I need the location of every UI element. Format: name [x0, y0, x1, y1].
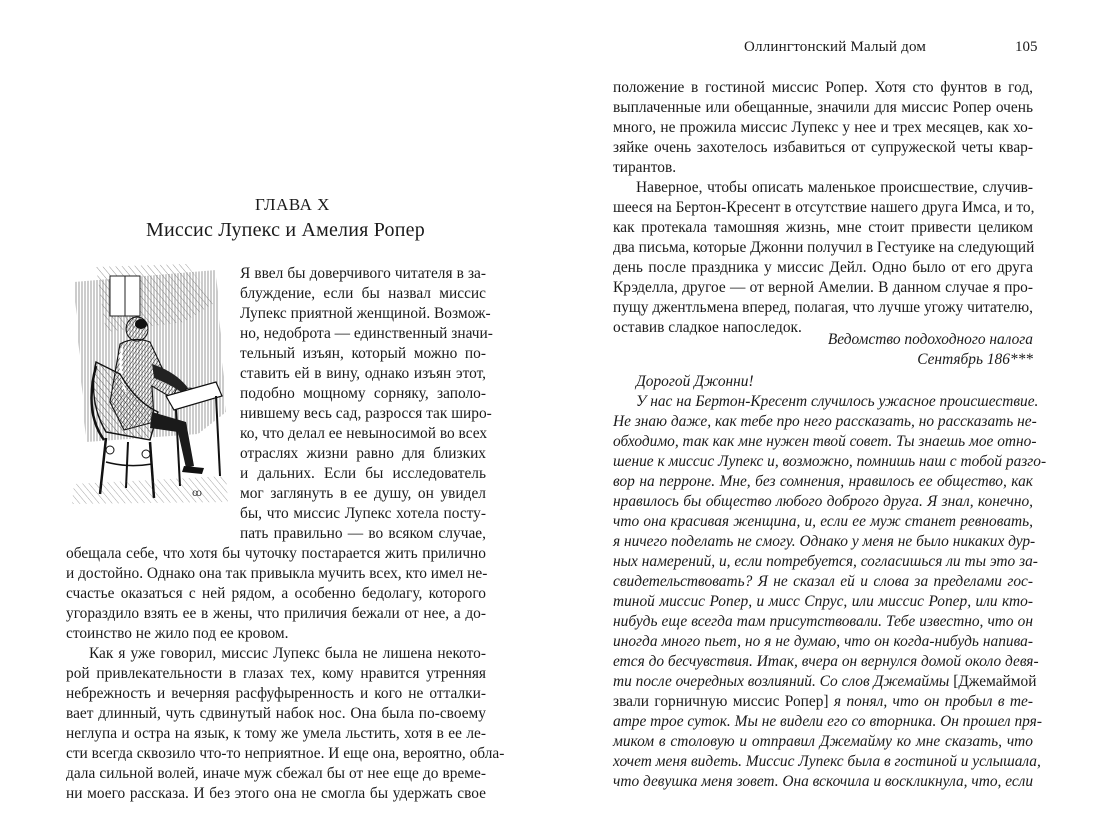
letter-line: вор на перроне. Мне, без сомнения, нравилось ее общество, как: [613, 473, 1033, 490]
left-text-line: бы, что миссис Лупекс хотела посту-: [240, 505, 486, 522]
left-text-line: сти всегда сквозило что-то неприятное. И еще она, вероятно, обла-: [66, 745, 505, 762]
left-text-line: рой привлекательности в глазах тех, кому нравится утренняя: [66, 665, 486, 682]
letter-line: У нас на Бертон-Кресент случилось ужасное происшествие.: [636, 393, 1039, 410]
letter-line: обходимо, так как мне нужен твой совет. Ты знаешь мое отно-: [613, 433, 1037, 450]
right-text-line: день после праздника у миссис Дейл. Одно было от его друга: [613, 259, 1033, 276]
right-text-line: тирантов.: [613, 159, 677, 176]
left-text-line: неглупа и остра на язык, к тому же умела льстить, хотя в ее ле-: [66, 725, 486, 742]
left-text-line: счастье оказаться с ней рядом, а особенно бедолагу, которого: [66, 585, 486, 602]
left-text-line: небрежность и вечерняя расфуфыренность и кого не отталки-: [66, 685, 486, 702]
letter-line: атре трое суток. Мы не видели его со вторника. Он прошел пря-: [613, 713, 1042, 730]
left-text-line: подобно мощному сорняку, заполо-: [240, 385, 486, 402]
letter-line: ных намерений, и, если потребуется, согласишься ли ты это за-: [613, 553, 1038, 570]
right-text-line: два письма, которые Джонни получил в Гестуике на следующий: [613, 239, 1035, 256]
letter-roman-insert: [Джемаймой: [953, 673, 1037, 690]
running-title: Оллингтонский Малый дом: [744, 39, 927, 55]
letter-line: что девушка меня зовет. Она вскочила и воскликнула, что, если: [613, 773, 1034, 790]
letter-line: нибудь еще всегда там присутствовали. Тебе известно, что он: [613, 613, 1033, 630]
page-number: 105: [1015, 39, 1038, 55]
left-text-line: ни моего рассказа. И без этого она не смогла бы удержать свое: [66, 785, 486, 802]
letter-line: нравилось бы общество любого доброго друга. Я знал, конечно,: [613, 493, 1033, 510]
right-text-line: оставив сладкое напоследок.: [613, 319, 802, 336]
left-text-line: и достойно. Однако она так привыкла мучить всех, кто имел не-: [66, 565, 488, 582]
left-text-line: дала сильной волей, иначе муж сбежал бы от нее еще до време-: [66, 765, 486, 782]
letter-line: хочет меня видеть. Миссис Лупекс была в гостиной и услышала,: [613, 753, 1041, 770]
left-text-line: обещала себе, что хотя бы чуточку постарается жить прилично: [66, 545, 486, 562]
chapter-title: Миссис Лупекс и Амелия Ропер: [146, 219, 425, 241]
left-text-line: Я ввел бы доверчивого читателя в за-: [240, 265, 486, 282]
right-text-line: зяйке очень захотелось избавиться от супружеской четы квар-: [613, 139, 1033, 156]
left-text-line: вает длинный, чуть сдвинутый набок нос. Она была по-своему: [66, 705, 486, 722]
left-text-line: Лупекс приятной женщиной. Возмож-: [240, 305, 491, 322]
letter-line: тиной миссис Ропер, и мисс Спрус, или миссис Ропер, или кто-: [613, 593, 1033, 610]
right-text-line: много, не прожила миссис Лупекс у нее и трех месяцев, как хо-: [613, 119, 1033, 136]
left-text-line: отраслях жизни равно для близких: [240, 445, 486, 462]
right-text-line: как протекала тамошняя жизнь, мне стоит привести целиком: [613, 219, 1033, 236]
letter-line: ется до бесчувствия. Итак, вчера он вернулся домой около девя-: [613, 653, 1039, 670]
left-text-line: но, недоброта — единственный значи-: [240, 325, 493, 342]
letter-roman-insert: звали горничную миссис Ропер]: [613, 693, 829, 710]
left-text-line: Как я уже говорил, миссис Лупекс была не лишена некото-: [89, 645, 486, 662]
right-text-line: Крэделла, другое — от верной Амелии. В данном случае я про-: [613, 279, 1033, 296]
right-text-line: Наверное, чтобы описать маленькое происшествие, случив-: [636, 179, 1033, 196]
letter-line: что она красивая женщина, и, если ее муж станет ревновать,: [613, 513, 1033, 530]
letter-line: шение к миссис Лупекс и, возможно, помнишь наш с тобой разго-: [613, 453, 1047, 470]
letter-signature-line: Сентябрь 186***: [917, 351, 1033, 368]
left-text-line: блуждение, если бы назвал миссис: [240, 285, 486, 302]
letter-greeting: Дорогой Джонни!: [636, 373, 754, 390]
left-text-line: угораздило взять ее в жены, что приличия бежали от нее, а до-: [66, 605, 486, 622]
left-text-line: и дальних. Если бы исследователь: [240, 465, 486, 482]
engraving-seated-man-writing-icon: [66, 262, 230, 504]
right-text-line: шееся на Бертон-Кресент в отсутствие нашего друга Имса, и то,: [613, 199, 1035, 216]
letter-line: ти после очередных возлияний. Со слов Джемаймы [Джемаймой: [613, 673, 1037, 690]
left-text-line: ко, что делал ее невыносимой во всех: [240, 425, 488, 442]
left-text-line: нившему весь сад, разросся так широ-: [240, 405, 492, 422]
left-text-line: ставить ей в вину, однако изъян этот,: [240, 365, 486, 382]
letter-signature-line: Ведомство подоходного налога: [827, 331, 1033, 348]
letter-line: звали горничную миссис Ропер] я понял, что он пробыл в те-: [613, 693, 1034, 710]
letter-line: Не знаю даже, как тебе про него рассказать, но рассказать не-: [613, 413, 1037, 430]
right-text-line: пущу джентльмена вперед, полагая, что лучше угожу читателю,: [613, 299, 1033, 316]
left-text-line: мог заглянуть в ее душу, он увидел: [240, 485, 486, 502]
letter-line: иногда много пьет, но я не думаю, что он когда-нибудь напива-: [613, 633, 1033, 650]
right-text-line: выплаченные или обещанные, значили для миссис Ропер очень: [613, 99, 1033, 116]
left-text-line: стоинство не жило под ее кровом.: [66, 625, 289, 642]
letter-line: я ничего поделать не смогу. Однако у меня не было никаких дур-: [613, 533, 1036, 550]
svg-text:ꝏ: ꝏ: [192, 488, 202, 499]
letter-line: свидетельствовать? Я не сказал ей и слова за пределами гос-: [613, 573, 1033, 590]
left-text-line: пать правильно — во всяком случае,: [240, 525, 486, 542]
right-text-line: положение в гостиной миссис Ропер. Хотя сто фунтов в год,: [613, 79, 1033, 96]
letter-line: миком в столовую и отправил Джемайму ко мне сказать, что: [613, 733, 1033, 750]
chapter-label: ГЛАВА X: [255, 195, 330, 214]
left-text-line: тельный изъян, который можно по-: [240, 345, 486, 362]
